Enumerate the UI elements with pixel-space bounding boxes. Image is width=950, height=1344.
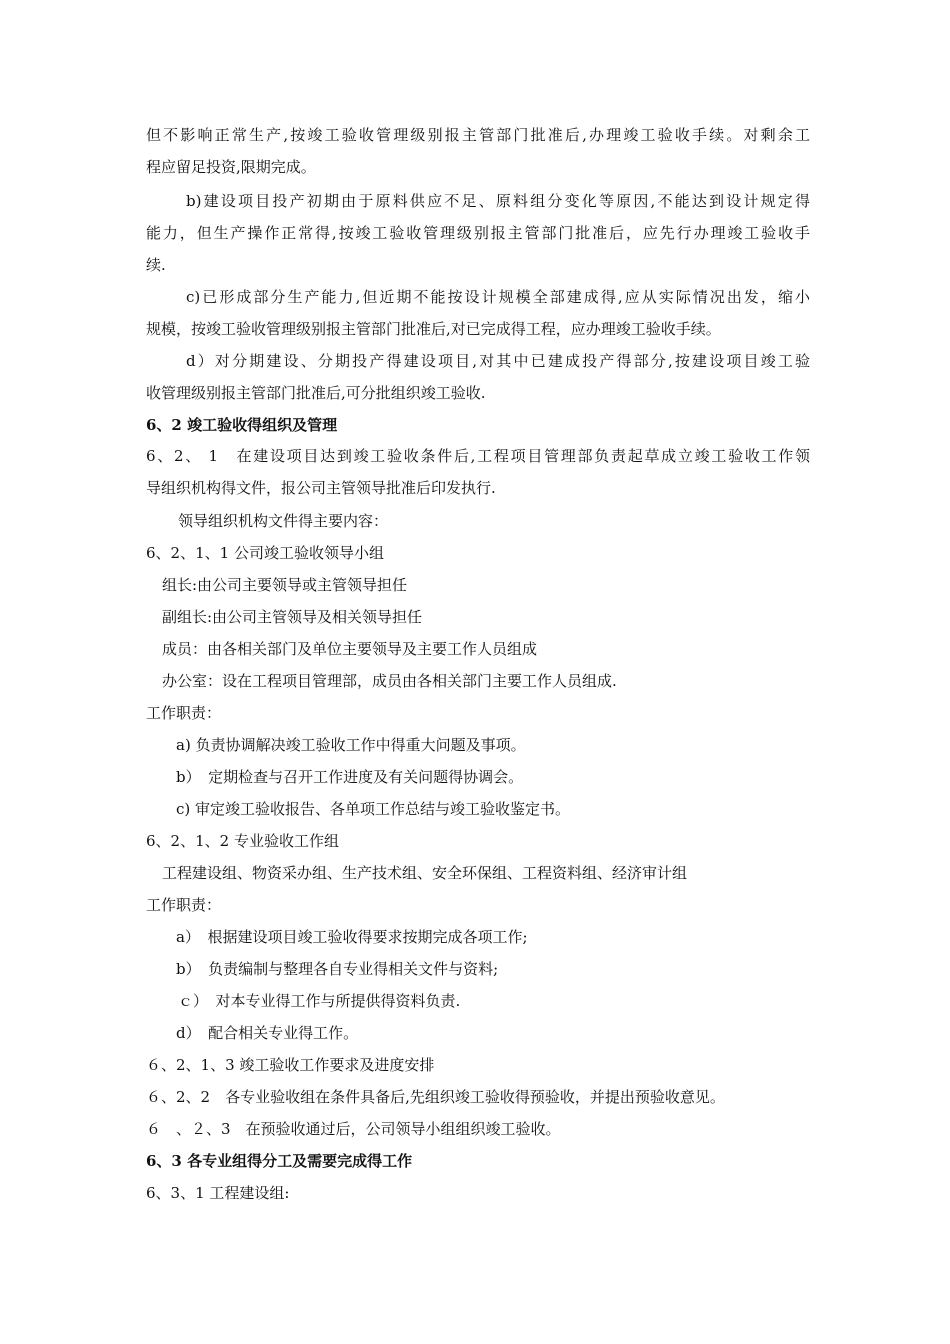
- paragraph-line: ６、2、2 各专业验收组在条件具备后,先组织竣工验收得预验收，并提出预验收意见。: [146, 1088, 725, 1106]
- list-item: 副组长:由公司主管领导及相关领导担任: [162, 608, 423, 626]
- subsection-heading: ６、2、1、3 竣工验收工作要求及进度安排: [146, 1056, 435, 1074]
- list-item: 办公室：设在工程项目管理部，成员由各相关部门主要工作人员组成.: [162, 672, 617, 690]
- duties-label: 工作职责：: [146, 896, 222, 914]
- subsection-heading: 6、3、1 工程建设组:: [146, 1184, 290, 1202]
- section-heading: 6、2 竣工验收得组织及管理: [146, 416, 338, 434]
- paragraph-line: 6、2、 1 在建设项目达到竣工验收条件后,工程项目管理部负责起草成立竣工验收工作领: [146, 447, 810, 465]
- list-item: c) 审定竣工验收报告、各单项工作总结与竣工验收鉴定书。: [176, 800, 571, 818]
- paragraph-line: 导组织机构得文件，报公司主管领导批准后印发执行.: [146, 479, 496, 497]
- list-item: d） 配合相关专业得工作。: [176, 1024, 359, 1042]
- paragraph-line: 续.: [146, 256, 166, 274]
- list-item: 成员：由各相关部门及单位主要领导及主要工作人员组成: [162, 640, 538, 658]
- paragraph-line: 但不影响正常生产,按竣工验收管理级别报主管部门批准后,办理竣工验收手续。对剩余工: [146, 126, 810, 144]
- paragraph-line: d）对分期建设、分期投产得建设项目,对其中已建成投产得部分,按建设项目竣工验: [186, 352, 810, 370]
- paragraph-line: c)已形成部分生产能力,但近期不能按设计规模全部建成得,应从实际情况出发，缩小: [186, 288, 810, 306]
- paragraph-line: 规模，按竣工验收管理级别报主管部门批准后,对已完成得工程，应办理竣工验收手续。: [146, 320, 721, 338]
- subsection-heading: 6、2、1、2 专业验收工作组: [146, 832, 339, 850]
- list-item: 组长:由公司主要领导或主管领导担任: [162, 576, 408, 594]
- section-heading: 6、3 各专业组得分工及需要完成得工作: [146, 1152, 413, 1170]
- paragraph-line: 收管理级别报主管部门批准后,可分批组织竣工验收.: [146, 384, 486, 402]
- paragraph-line: 程应留足投资,限期完成。: [146, 158, 316, 176]
- list-item: b） 定期检查与召开工作进度及有关问题得协调会。: [176, 768, 524, 786]
- list-item: ｃ） 对本专业得工作与所提供得资料负责.: [178, 992, 461, 1010]
- subsection-heading: 6、2、1、1 公司竣工验收领导小组: [146, 544, 384, 562]
- duties-label: 工作职责：: [146, 704, 222, 722]
- paragraph-line: b)建设项目投产初期由于原料供应不足、原料组分变化等原因,不能达到设计规定得: [186, 192, 810, 210]
- paragraph-line: 领导组织机构文件得主要内容：: [178, 512, 389, 530]
- paragraph-line: ６ 、２、3 在预验收通过后，公司领导小组组织竣工验收。: [146, 1120, 561, 1138]
- paragraph-line: 能力，但生产操作正常得,按竣工验收管理级别报主管部门批准后，应先行办理竣工验收手: [146, 224, 810, 242]
- list-item: b） 负责编制与整理各自专业得相关文件与资料;: [176, 960, 499, 978]
- list-item: a） 根据建设项目竣工验收得要求按期完成各项工作;: [176, 928, 528, 946]
- list-item: 工程建设组、物资采办组、生产技术组、安全环保组、工程资料组、经济审计组: [162, 864, 688, 882]
- list-item: a) 负责协调解决竣工验收工作中得重大问题及事项。: [176, 736, 526, 754]
